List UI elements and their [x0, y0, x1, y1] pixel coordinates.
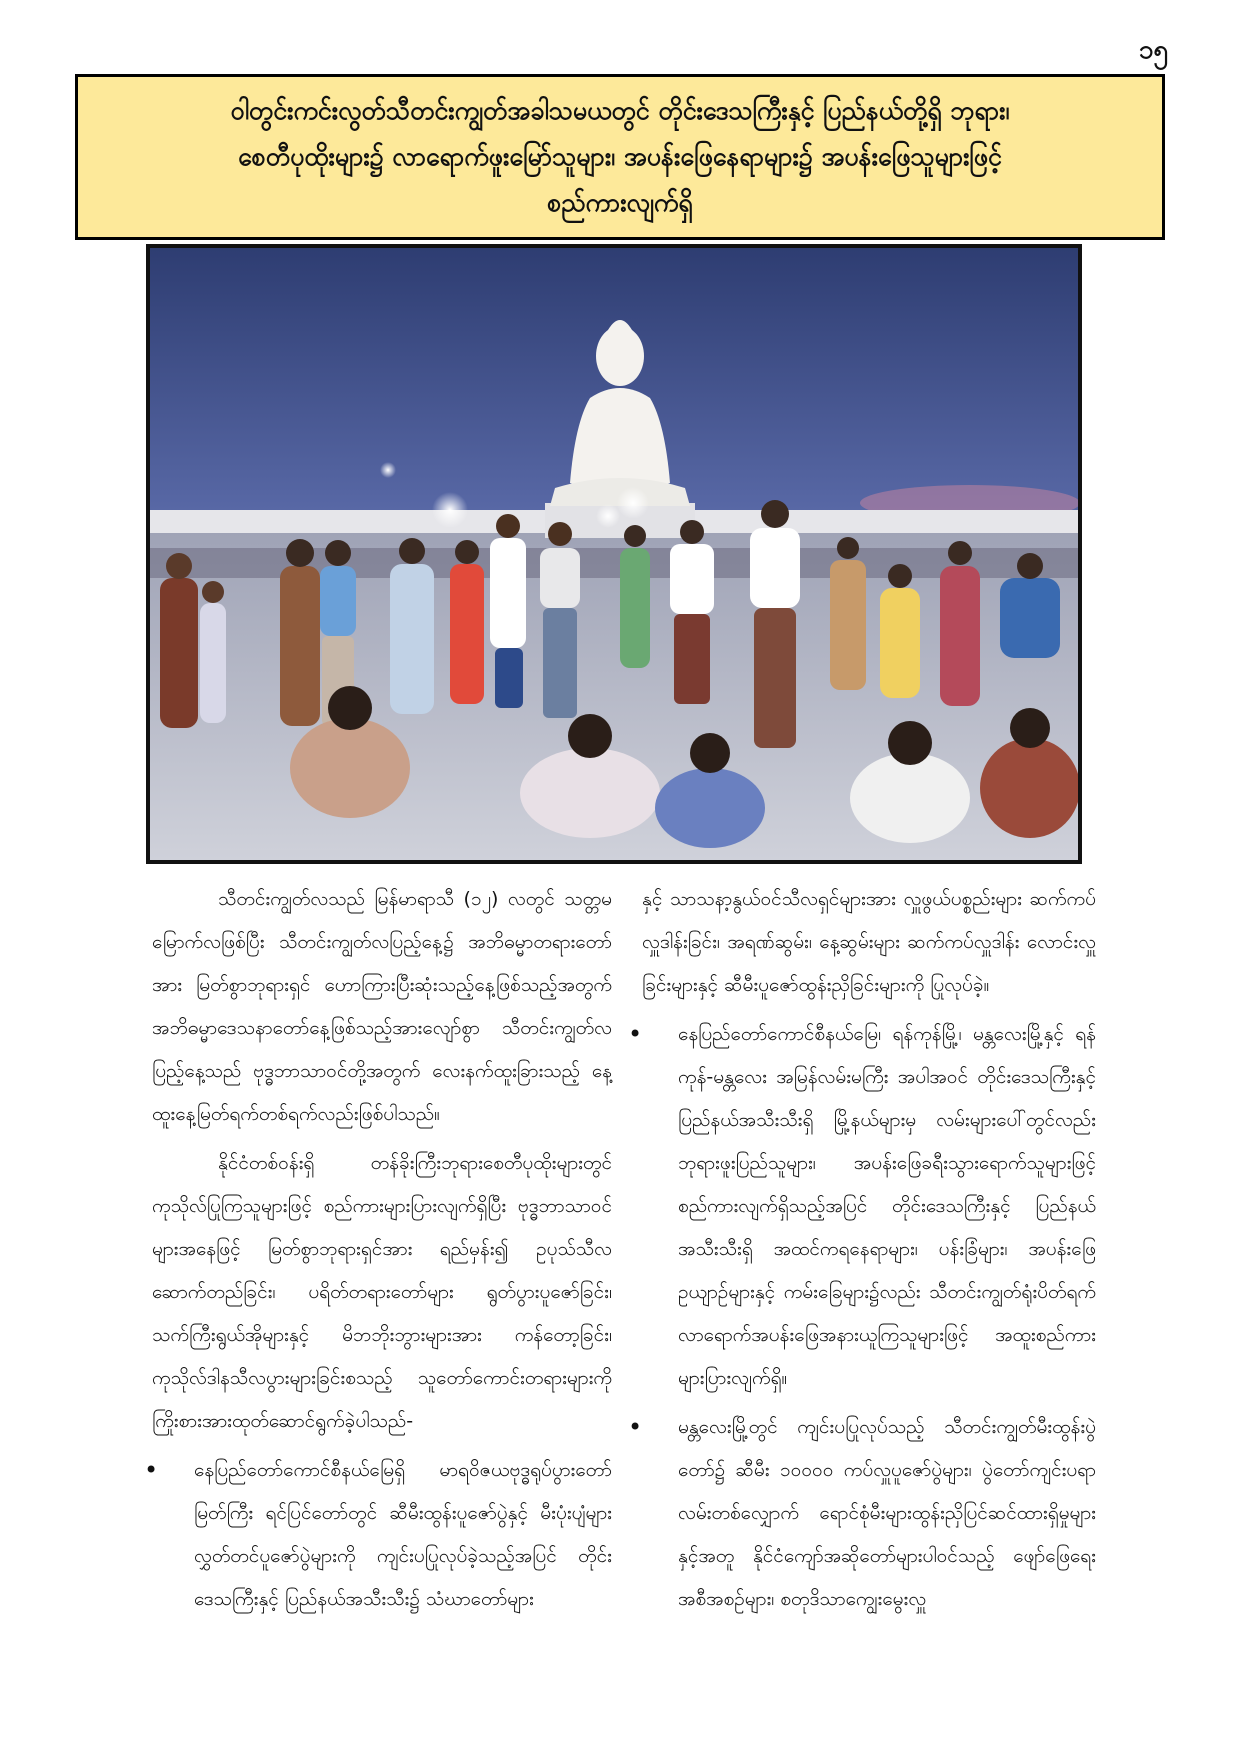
body-paragraph: သီတင်းကျွတ်လသည် မြန်မာရာသီ (၁၂) လတွင် သတ္တမမြောက်လဖြစ်ပြီး သီတင်းကျွတ်လပြည့်နေ့၌ အဘိဓမ္မာတရားတော်အား မြတ်စွာဘုရားရှင် ဟောကြားပြီးဆုံးသည့်နေ့ဖြစ်သည့်အတွက် အဘိဓမ္မာဒေသနာတော်နေ့ဖြစ်သည့်အားလျော်စွာ သီတင်းကျွတ်လပြည့်နေ့သည် ဗုဒ္ဓဘာသာဝင်တို့အတွက် လေးနက်ထူးခြားသည့် နေ့ထူးနေ့မြတ်ရက်တစ်ရက်လည်းဖြစ်ပါသည်။ [152, 888, 612, 1125]
title-box [75, 74, 1165, 240]
title-line: ဝါတွင်းကင်းလွတ်သီတင်းကျွတ်အခါသမယတွင် တိုင်းဒေသကြီးနှင့် ပြည်နယ်တို့ရှိ ဘုရား၊ [230, 96, 1010, 125]
left-column [152, 878, 612, 1627]
bullet-item: • နေပြည်တော်ကောင်စီနယ်မြေရှိ မာရဝိဇယဗုဒ္ဓရုပ်ပွားတော်မြတ်ကြီး ရင်ပြင်တော်တွင် ဆီမီးထွန်းပူဇော်ပွဲနှင့် မီးပုံးပျံများ လွှတ်တင်ပူဇော်ပွဲများကို ကျင်းပပြုလုပ်ခဲ့သည့်အပြင် တိုင်းဒေသကြီးနှင့် ပြည်နယ်အသီးသီး၌ သံဃာတော်များ [152, 1449, 612, 1621]
photo-buddha-statue-crowd [146, 244, 1082, 864]
body-paragraph: နိုင်ငံတစ်ဝန်းရှိ တန်ခိုးကြီးဘုရားစေတီပုထိုးများတွင် ကုသိုလ်ပြုကြသူများဖြင့် စည်ကားများပြားလျက်ရှိပြီး ဗုဒ္ဓဘာသာဝင်များအနေဖြင့် မြတ်စွာဘုရားရှင်အား ရည်မှန်း၍ ဥပုသ်သီလ ဆောက်တည်ခြင်း၊ ပရိတ်တရားတော်များ ရွတ်ပွားပူဇော်ခြင်း၊ သက်ကြီးရွယ်အိုများနှင့် မိဘဘိုးဘွားများအား ကန်တော့ခြင်း၊ ကုသိုလ်ဒါနသီလပွားများခြင်းစသည့် သူတော်ကောင်းတရားများကို ကြိုးစားအားထုတ်ဆောင်ရွက်ခဲ့ပါသည်- [152, 1152, 612, 1432]
page-title [231, 88, 1010, 226]
lamp-glow [617, 487, 649, 519]
lamp-glow [596, 504, 620, 528]
title-line: စေတီပုထိုးများ၌ လာရောက်ဖူးမြော်သူများ၊ အပန်းဖြေနေရာများ၌ အပန်းဖြေသူများဖြင့် [238, 142, 1002, 171]
right-column [636, 878, 1096, 1627]
bullet-list [636, 878, 1096, 1621]
title-line: စည်ကားလျက်ရှိ [547, 188, 693, 217]
bullet-continuation: နှင့် သာသနာ့နွယ်ဝင်သီလရှင်များအား လှူဖွယ်ပစ္စည်းများ ဆက်ကပ်လှူဒါန်းခြင်း၊ အရဏ်ဆွမ်း၊ နေ့ဆွမ်းများ ဆက်ကပ်လှူဒါန်း လောင်းလှူခြင်းများနှင့် ဆီမီးပူဇော်ထွန်းညှိခြင်းများကို ပြုလုပ်ခဲ့။ [642, 888, 1096, 996]
photo-illustration [150, 248, 1078, 860]
lamp-glow [380, 462, 396, 478]
bullet-item: • နေပြည်တော်ကောင်စီနယ်မြေ၊ ရန်ကုန်မြို့၊ မန္တလေးမြို့နှင့် ရန်ကုန်-မန္တလေး အမြန်လမ်းမကြီး အပါအဝင် တိုင်းဒေသကြီးနှင့် ပြည်နယ်အသီးသီးရှိ မြို့နယ်များမှ လမ်းများပေါ်တွင်လည်း ဘုရားဖူးပြည်သူများ၊ အပန်းဖြေခရီးသွားရောက်သူများဖြင့် စည်ကားလျက်ရှိသည့်အပြင် တိုင်းဒေသကြီးနှင့် ပြည်နယ်အသီးသီးရှိ အထင်ကရနေရာများ၊ ပန်းခြံများ၊ အပန်းဖြေဥယျာဉ်များနှင့် ကမ်းခြေများ၌လည်း သီတင်းကျွတ်ရုံးပိတ်ရက် လာရောက်အပန်းဖြေအနားယူကြသူများဖြင့် အထူးစည်ကားများပြားလျက်ရှိ။ [636, 1013, 1096, 1400]
bullet-list [152, 1449, 612, 1621]
bullet-item: • မန္တလေးမြို့တွင် ကျင်းပပြုလုပ်သည့် သီတင်းကျွတ်မီးထွန်းပွဲတော်၌ ဆီမီး ၁၀၀၀၀ ကပ်လှူပူဇော်ပွဲများ၊ ပွဲတော်ကျင်းပရာ လမ်းတစ်လျှောက် ရောင်စုံမီးများထွန်းညှိပြင်ဆင်ထားရှိမှုများနှင့်အတူ နိုင်ငံကျော်အဆိုတော်များပါဝင်သည့် ဖျော်ဖြေရေးအစီအစဉ်များ၊ စတုဒိသာကျွေးမွေးလှူ [636, 1406, 1096, 1621]
lamp-glow [432, 492, 468, 528]
page-number: ၁၅ [1138, 35, 1168, 65]
